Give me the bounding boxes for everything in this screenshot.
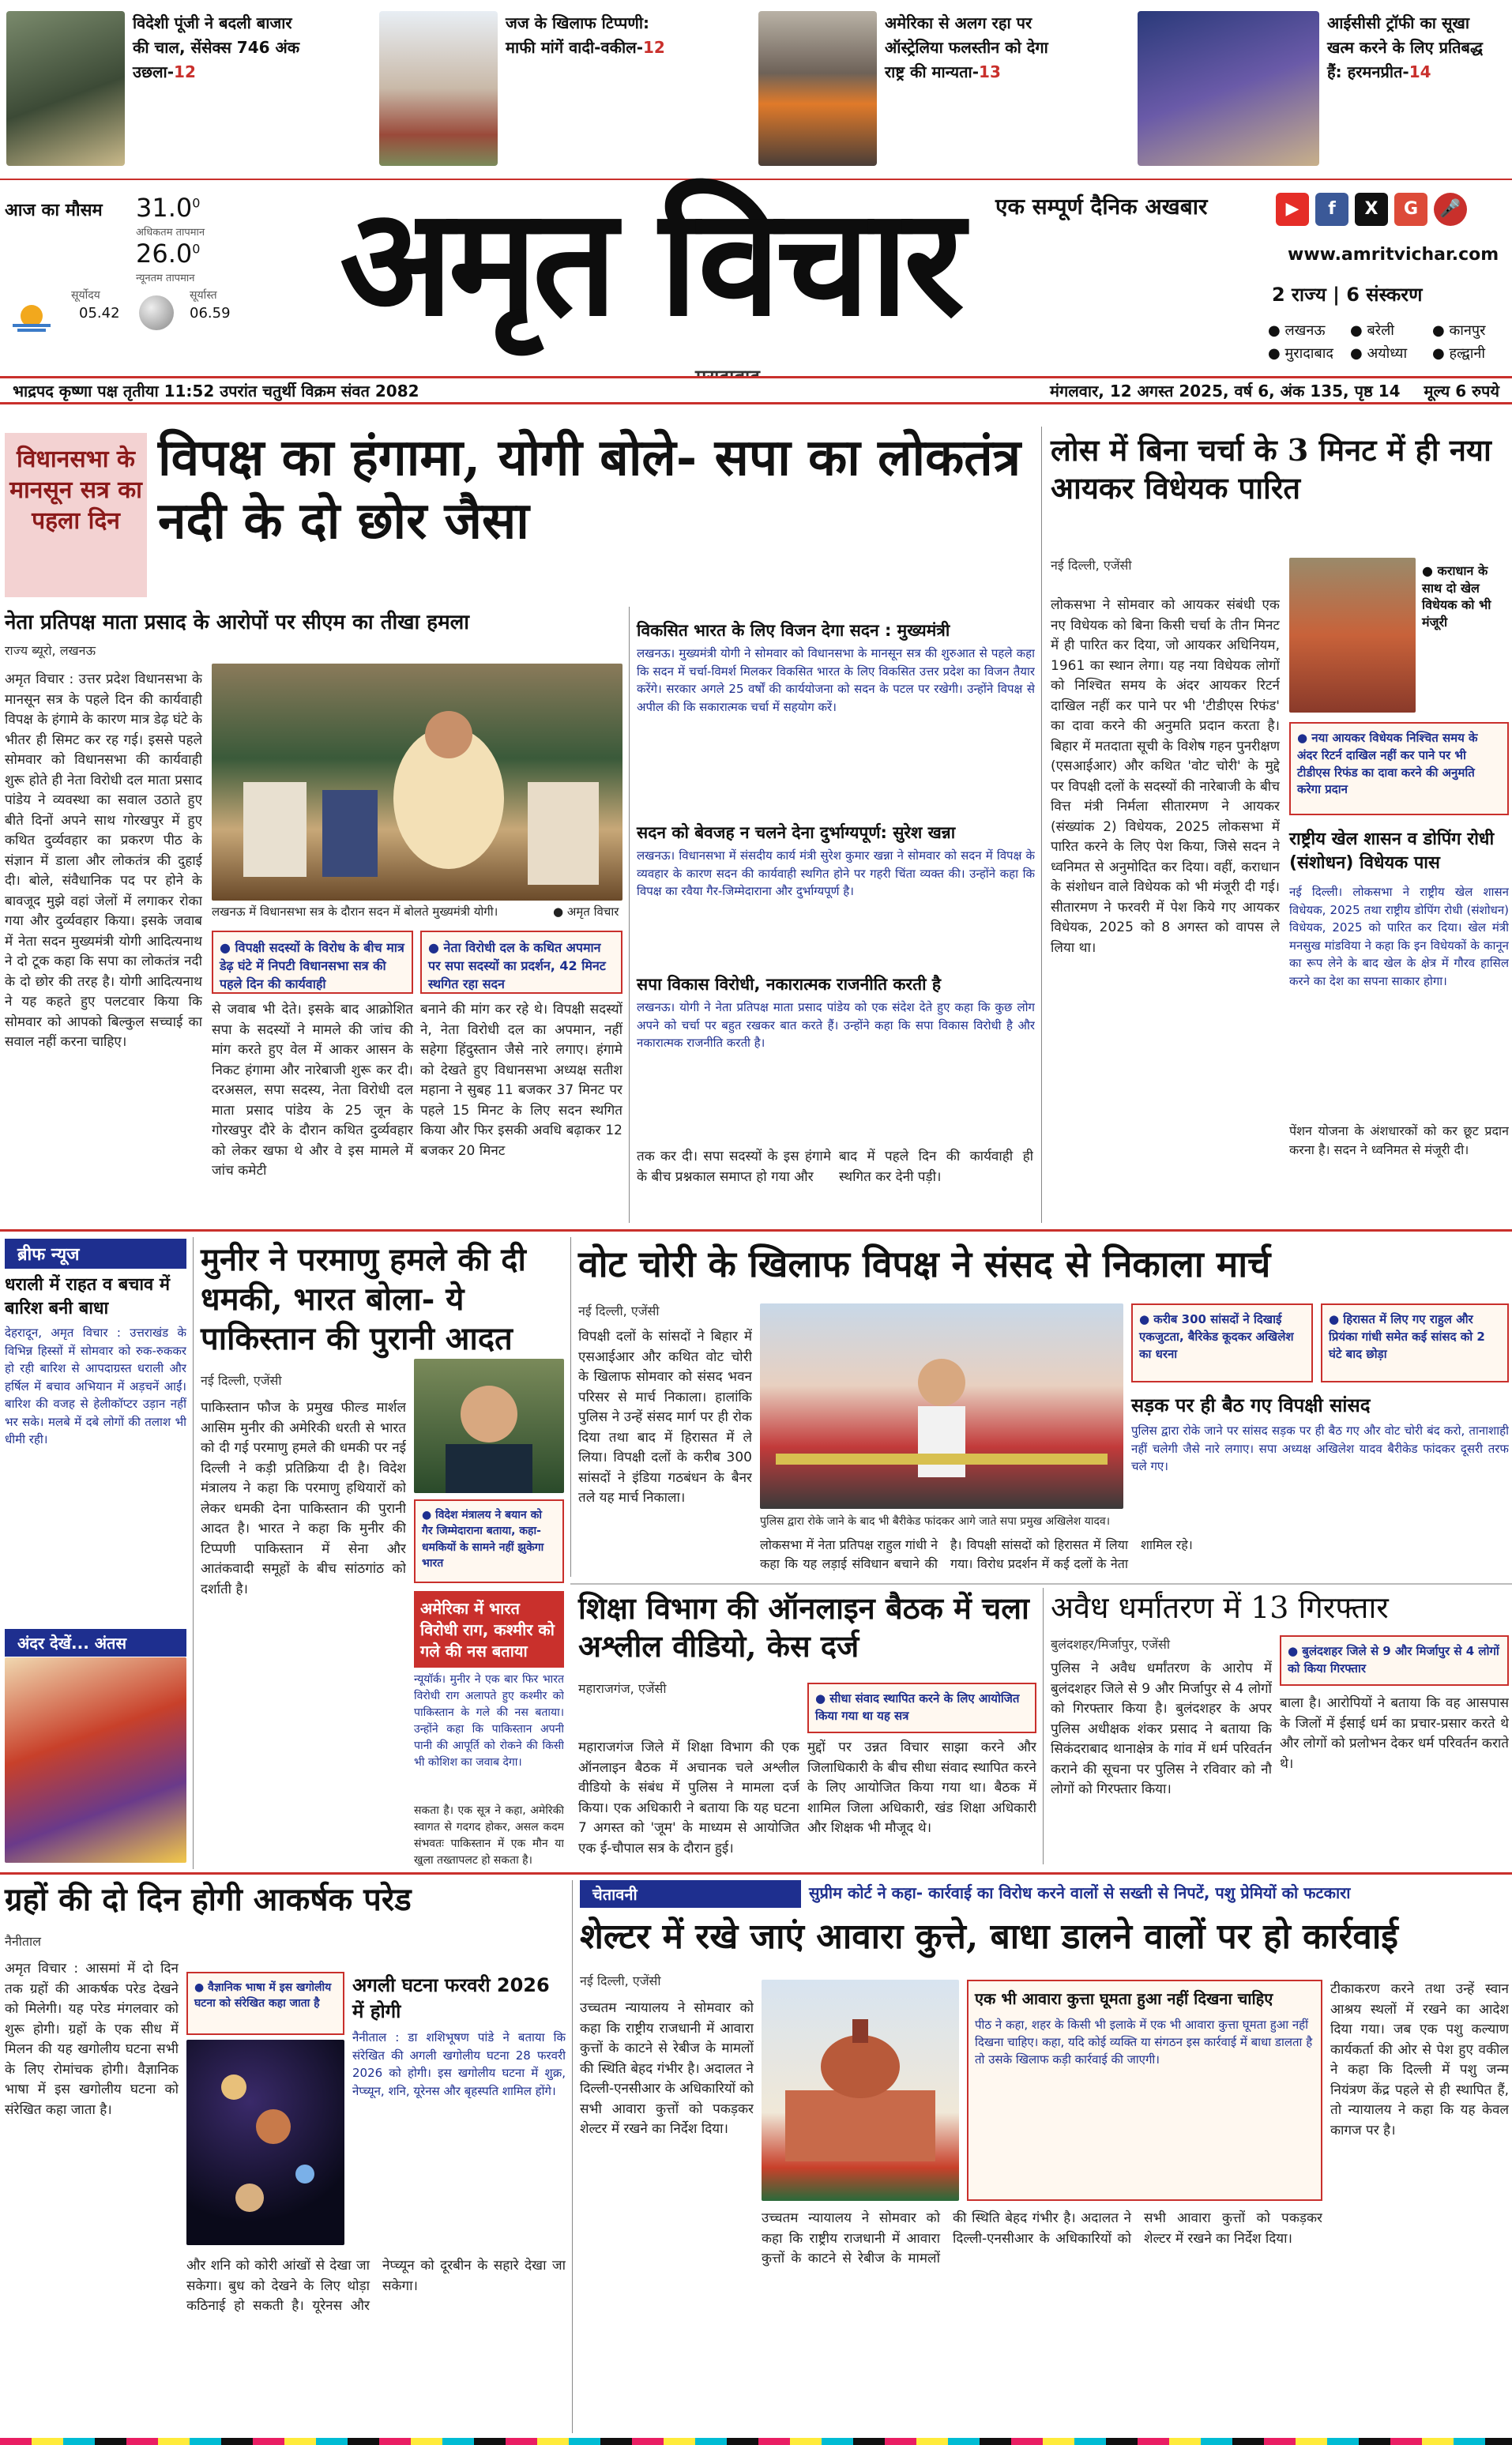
march-body: विपक्षी दलों के सांसदों ने बिहार में एसआईआर और कथित वोट चोरी के खिलाफ सोमवार को संसद भवन परिसर से मार्च निकाला। हालांकि पुलिस ने उन्हें संसद मार्ग पर ही रोक दिया तथा बाद में हिरासत में ले लिया। विपक्षी दलों के करीब 300 सांसदों ने इंडिया गठबंधन के बैनर तले यह मार्च निकाला। <box>578 1329 752 1506</box>
taxbill-photo-caption: ● कराधान के साथ दो खेल विधेयक को भी मंजूरी <box>1422 563 1491 630</box>
vision-tail-1: तक कर दी। सपा सदस्यों के इस हंगामे के बीच प्रश्नकाल समाप्त हो गया और <box>637 1149 831 1185</box>
sunrise-time: 05.42 <box>79 305 120 322</box>
teaser-3-page: 13 <box>979 62 1001 81</box>
dogs-body-2: टीकाकरण करने तथा उन्हें स्वान आश्रय स्थलों में रखने का आदेश दिया गया। जब एक पशु कल्याण कार्यकर्ता की ओर से पेश हुए वकील ने कहा कि दिल्ली में पशु जन्म नियंत्रण केंद्र पहले से ही स्थापित हैं, तो न्यायालय ने कहा कि यह केवल कागज पर है। <box>1330 1981 1509 2138</box>
color-registration-strip <box>0 2438 1512 2445</box>
teaser-4[interactable]: आईसीसी ट्रॉफी का सूखा खत्म करने के लिए प्रतिबद्ध हैं: हरमनप्रीत-14 <box>1138 11 1501 169</box>
planets-byline: नैनीताल <box>5 1934 42 1949</box>
teaser-4-photo <box>1138 11 1319 166</box>
lead-kicker: विधानसभा के मानसून सत्र का पहला दिन <box>5 433 147 597</box>
taxbill-byline: नई दिल्ली, एजेंसी <box>1051 558 1132 573</box>
lead-headline[interactable]: विपक्ष का हंगामा, योगी बोले- सपा का लोकतंत्र नदी के दो छोर जैसा <box>158 428 1021 551</box>
lead-byline: राज्य ब्यूरो, लखनऊ <box>5 643 96 658</box>
city-moradabad: मुरादाबाद <box>1284 344 1333 362</box>
taxbill-body-2: पेंशन योजना के अंशधारकों को कर छूट प्रदान करना है। सदन ने ध्वनिमत से मंजूरी दी। <box>1289 1123 1509 1157</box>
conversion-highlight: ● बुलंदशहर जिले से 9 और मिर्जापुर से 4 लोगों को किया गिरफ्तार <box>1280 1635 1509 1686</box>
sunset-label: सूर्यास्त <box>190 289 217 302</box>
teaser-2-page: 12 <box>643 38 665 57</box>
teaser-1-page: 12 <box>174 62 196 81</box>
sp-headline[interactable]: सपा विकास विरोधी, नकारात्मक राजनीति करती है <box>637 975 942 994</box>
dogs-tag: चेतावनी <box>580 1880 801 1908</box>
sp-body: लखनऊ। योगी ने नेता प्रतिपक्ष माता प्रसाद पांडेय को एक संदेश देते हुए कहा कि कुछ लोग अपने को चर्चा पर बहुत रखकर बात करते हैं। उन्होंने कहा कि सपा विकास विरोधी है और नकारात्मक राजनीति करती है। <box>637 1000 1035 1050</box>
teaser-4-text: आईसीसी ट्रॉफी का सूखा खत्म करने के लिए प्रतिबद्ध हैं: हरमनप्रीत <box>1327 13 1483 81</box>
min-temp-label: न्यूनतम तापमान <box>136 273 195 284</box>
dateline-bar <box>0 376 1512 404</box>
min-temp: 26.0 <box>136 239 193 269</box>
edu-body: महाराजगंज जिले में शिक्षा विभाग की एक ऑनलाइन बैठक में अचानक चले अश्लील वीडियो के संबंध में पुलिस ने मामला दर्ज किया। एक अधिकारी ने बताया कि यह घटना 7 अगस्त को 'जूम' के माध्यम से आयोजित एक ई-चौपाल सत्र के दौरान हुई। <box>578 1740 799 1856</box>
section-divider-1 <box>0 1229 1512 1232</box>
planets-body-2: और शनि को कोरी आंखों से देखा जा सकेगा। बुध को देखने के लिए थोड़ा कठिनाई हो सकती है। यूरेनस और नेप्च्यून को दूरबीन के सहारे देखा जा सकेगा। <box>186 2258 566 2314</box>
teaser-1[interactable]: विदेशी पूंजी ने बदली बाजार की चाल, सेंसेक्स 746 अंक उछला-12 <box>6 11 307 169</box>
conversion-headline[interactable]: अवैध धर्मांतरण में 13 गिरफ्तार <box>1051 1590 1389 1625</box>
column-rule <box>629 607 630 1223</box>
teaser-2[interactable]: जज के खिलाफ टिप्पणी: माफी मांगें वादी-वकील-12 <box>379 11 679 169</box>
edu-highlight: ● सीधा संवाद स्थापित करने के लिए आयोजित किया गया था यह सत्र <box>807 1683 1036 1733</box>
munir-body-2: सकता है। एक सूत्र ने कहा, अमेरिकी स्वागत से गदगद होकर, असल कदम संभवतः पाकिस्तान में एक मौन या खुला तख्तापलट हो सकता है। <box>414 1804 564 1866</box>
city-lucknow: लखनऊ <box>1284 322 1326 339</box>
supreme-court-photo <box>762 1980 959 2201</box>
planets-photo <box>186 2040 344 2245</box>
dogs-strap: सुप्रीम कोर्ट ने कहा- कार्रवाई का विरोध करने वालों से सख्ती से निपटें, पशु प्रेमियों को फटकारा <box>809 1883 1351 1902</box>
munir-photo <box>414 1359 564 1493</box>
weather-title: आज का मौसम <box>5 201 103 220</box>
taxbill-photo <box>1289 558 1416 713</box>
edu-headline[interactable]: शिक्षा विभाग की ऑनलाइन बैठक में चला अश्लील वीडियो, केस दर्ज <box>578 1590 1029 1664</box>
masthead-tagline: एक सम्पूर्ण दैनिक अखबार <box>995 194 1208 220</box>
sports-bill-body: नई दिल्ली। लोकसभा ने राष्ट्रीय खेल शासन विधेयक, 2025 तथा राष्ट्रीय डोपिंग रोधी (संशोधन) विधेयक, 2025 को पारित कर दिया। खेल मंत्री मनसुख मांडविया ने कहा कि इन विधेयकों के कानून का रूप लेने के बाद खेल के क्षेत्र में गौरव हासिल करने का देश का सपना साकार होगा। <box>1289 885 1509 988</box>
brief-body: देहरादून, अमृत विचार : उत्तराखंड के विभिन्न हिस्सों में सोमवार को रुक-रुककर हो रही बारिश से आपदाग्रस्त धराली और हर्षिल में बचाव अभियान में अड़चनें आईं। बारिश की वजह से हेलीकॉप्टर उड़ान नहीं भर सके। मलबे में दबे लोगों की तलाश भी धीमी रही। <box>5 1326 186 1446</box>
taxbill-headline[interactable]: लोस में बिना चर्चा के 3 मिनट में ही नया आयकर विधेयक पारित <box>1051 432 1491 506</box>
lead-body: अमृत विचार : उत्तर प्रदेश विधानसभा के मानसून सत्र के पहले दिन की कार्यवाही विपक्ष के हंगामे के कारण मात्र डेढ़ घंटे के भीतर ही सिमट कर रह गई। इससे पहले सोमवार को विधानसभा की कार्यवाही शुरू होते ही नेता विरोधी दल माता प्रसाद पांडेय ने व्यवस्था का सवाल उठाते हुए बीते दिनों अपने साथ गोरखपुर में हुए कथित दुर्व्यवहार का प्रकरण पीठ के संज्ञान में डाला और लोकतंत्र की दुहाई दी। बोले, संवैधानिक पद पर होने के बावजूद मुझे वहां जेलों में लगाकर रोका गया और दुर्व्यवहार किया। इसके जवाब में नेता सदन मुख्यमंत्री योगी आदित्यनाथ ने दो टूक कहा कि सपा का लोकतंत्र नदी के दो छोर की तरह है। योगी आदित्यनाथ ने यह कहते हुए पलटवार किया कि सोमवार को आपको बिल्कुल सच्चाई का सवाल नहीं करना चाहिए। <box>5 671 202 1050</box>
vision-tail-2: बाद में पहले दिन की कार्यवाही ही स्थगित कर देनी पड़ी। <box>839 1149 1033 1185</box>
munir-headline[interactable]: मुनीर ने परमाणु हमले की दी धमकी, भारत बोला- ये पाकिस्तान की पुरानी आदत <box>201 1241 526 1357</box>
moon-icon <box>139 295 174 330</box>
city-bareilly: बरेली <box>1367 322 1394 339</box>
edu-body-2: मुद्दों पर उन्नत विचार साझा करने और जिलाधिकारी के बीच सीधा संवाद स्थापित करने के लिए आयोजित किया गया था। बैठक में शामिल जिला अधिकारी, खंड शिक्षा अधिकारी और शिक्षक भी मौजूद थे। <box>807 1740 1036 1836</box>
lead-photo-caption: लखनऊ में विधानसभा सत्र के दौरान सदन में बोलते मुख्यमंत्री योगी। <box>212 905 498 919</box>
dogs-highlight-box <box>967 1980 1322 2201</box>
inside-tag[interactable]: अंदर देखें... अंतस <box>5 1629 186 1657</box>
dogs-body-3: उच्चतम न्यायालय ने सोमवार को कहा कि राष्ट्रीय राजधानी में आवारा कुत्तों के काटने से रेबीज के मामलों की स्थिति बेहद गंभीर है। अदालत ने दिल्ली-एनसीआर के अधिकारियों को सभी आवारा कुत्तों को पकड़कर शेल्टर में रखने का निर्देश दिया। <box>762 2210 1322 2266</box>
teaser-2-photo <box>379 11 498 166</box>
column-rule-5 <box>1043 1588 1044 1864</box>
sports-bill-headline[interactable]: राष्ट्रीय खेल शासन व डोपिंग रोधी (संशोधन) विधेयक पास <box>1289 829 1495 873</box>
vision-body: लखनऊ। मुख्यमंत्री योगी ने सोमवार को विधानसभा के मानसून सत्र की शुरुआत से पहले कहा कि सदन में चर्चा-विमर्श मिलकर विकसित भारत के लिए विकसित उत्तर प्रदेश का विजन तैयार करेंगे। सरकार अगले 25 वर्षों की कार्ययोजना को सदन के पटल पर रखेगी। उन्होंने विपक्ष से अपील की कि सकारात्मक चर्चा में सहयोग करें। <box>637 646 1035 714</box>
city-haldwani: हल्द्वानी <box>1449 344 1486 362</box>
facebook-icon[interactable]: f <box>1315 193 1348 226</box>
edition-cities: ● लखनऊ ● बरेली ● कानपुर ● मुरादाबाद ● अयोध्या ● हल्द्वानी <box>1268 322 1486 362</box>
masthead-logo[interactable]: अमृत विचार <box>340 175 960 349</box>
lead-photo <box>212 664 622 901</box>
teaser-strip <box>0 0 1512 180</box>
lead-body-2: से जवाब भी देते। इसके बाद आक्रोशित सपा के सदस्यों ने मामले की जांच की मांग करते हुए वेल में आकर आसन के निकट हंगामा और नारेबाजी शुरू कर दी। दरअसल, सपा सदस्य, नेता विरोधी दल माता प्रसाद पांडेय के 25 जून के गोरखपुर दौरे के दौरान कथित दुर्व्यवहार को लेकर खफा थे और वे इस मामले में जांच कमेटी <box>212 1002 413 1179</box>
munir-body: पाकिस्तान फौज के प्रमुख फील्ड मार्शल आसिम मुनीर की अमेरिकी धरती से भारत को दी गई परमाणु हमले की धमकी पर नई दिल्ली ने कड़ी प्रतिक्रिया दी है। विदेश मंत्रालय ने कहा कि परमाणु हथियारों को लेकर धमकी देना पाकिस्तान की पुरानी आदत है। भारत ने कहा कि मुनीर की टिप्पणी पाकिस्तान में सेना और आतंकवादी समूहों के बीच सांठगांठ को दर्शाती है। <box>201 1400 406 1597</box>
march-photo-caption: पुलिस द्वारा रोके जाने के बाद भी बैरीकेड फांदकर आगे जाते सपा प्रमुख अखिलेश यादव। <box>760 1515 1111 1528</box>
conversion-body: पुलिस ने अवैध धर्मांतरण के आरोप में बुलंदशहर जिले से 9 और मिर्जापुर से 4 लोगों को गिरफ्तार किया है। बुलंदशहर के अपर पुलिस अधीक्षक शंकर प्रसाद ने बताया कि सिकंदराबाद थानाक्षेत्र के गांव में धर्म परिवर्तन कराने की सूचना पर पुलिस ने रविवार को नौ लोगों को गिरफ्तार किया। <box>1051 1661 1272 1797</box>
teaser-1-photo <box>6 11 125 166</box>
munir-byline: नई दिल्ली, एजेंसी <box>201 1373 282 1388</box>
lead-highlight-1: ● विपक्षी सदस्यों के विरोध के बीच मात्र डेढ़ घंटे में निपटी विधानसभा सत्र की पहले दिन की कार्यवाही <box>212 931 413 994</box>
city-kanpur: कानपुर <box>1449 322 1486 339</box>
column-rule-2 <box>1041 427 1042 1223</box>
lead-highlight-2: ● नेता विरोधी दल के कथित अपमान पर सपा सदस्यों का प्रदर्शन, 42 मिनट स्थगित रहा सदन <box>420 931 622 994</box>
munir-highlight: ● विदेश मंत्रालय ने बयान को गैर जिम्मेदाराना बताया, कहा- धमकियों के सामने नहीं झुकेगा भारत <box>414 1499 564 1583</box>
dogs-box-title: एक भी आवारा कुत्ता घूमता हुआ नहीं दिखना चाहिए <box>975 1989 1273 2008</box>
column-rule-6 <box>572 1880 573 2433</box>
teaser-2-text: जज के खिलाफ टिप्पणी: माफी मांगें वादी-वकील <box>506 13 650 57</box>
march-byline: नई दिल्ली, एजेंसी <box>578 1303 660 1318</box>
issue-date: मंगलवार, 12 अगस्त 2025, वर्ष 6, अंक 135, पृष्ठ 14 <box>1050 381 1401 401</box>
teaser-1-text: विदेशी पूंजी ने बदली बाजार की चाल, सेंसेक्स 746 अंक उछला <box>133 13 300 81</box>
munir-usa-body: न्यूयॉर्क। मुनीर ने एक बार फिर भारत विरोधी राग अलापते हुए कश्मीर को पाकिस्तान के गले की नस बताया। उन्होंने कहा कि पाकिस्तान अपनी पानी की आपूर्ति को रोकने की किसी भी कोशिश का जवाब देगा। <box>414 1673 564 1769</box>
x-icon[interactable]: X <box>1355 193 1388 226</box>
sunrise-label: सूर्योदय <box>71 289 100 302</box>
edu-byline: महाराजगंज, एजेंसी <box>578 1681 667 1696</box>
planets-next-body: नैनीताल : डा शशिभूषण पांडे ने बताया कि संरेखित की अगली खगोलीय घटना 28 फरवरी 2026 को होगी। इस खगोलीय घटना में शुक्र, नेप्च्यून, शनि, यूरेनस और बृहस्पति शामिल होंगे। <box>352 2030 566 2098</box>
teaser-3-text: अमेरिका से अलग रहा पर ऑस्ट्रेलिया फलस्तीन को देगा राष्ट्र की मान्यता <box>885 13 1048 81</box>
inside-cover-image[interactable] <box>5 1657 186 1863</box>
column-rule-4 <box>570 1237 571 1577</box>
march-headline[interactable]: वोट चोरी के खिलाफ विपक्ष ने संसद से निकाला मार्च <box>578 1243 1271 1285</box>
teaser-3-photo <box>758 11 877 166</box>
planets-highlight: ● वैज्ञानिक भाषा में इस खगोलीय घटना को संरेखित कहा जाता है <box>186 1972 344 2035</box>
lead-subhead: नेता प्रतिपक्ष माता प्रसाद के आरोपों पर सीएम का तीखा हमला <box>5 611 470 634</box>
dogs-headline[interactable]: शेल्टर में रखे जाएं आवारा कुत्ते, बाधा डालने वालों पर हो कार्रवाई <box>580 1917 1398 1957</box>
march-highlight-1: ● करीब 300 सांसदों ने दिखाई एकजुटता, बैरिकेड कूदकर अखिलेश का धरना <box>1131 1303 1313 1382</box>
taxbill-body: लोकसभा ने सोमवार को आयकर संबंधी एक नए विधेयक को बिना किसी चर्चा के तीन मिनट में ही पारित कर दिया, जो आयकर अधिनियम, 1961 का स्थान लेगा। यह नया विधेयक लोगों को निश्चित समय के अंदर आयकर रिटर्न दाखिल नहीं कर पाने पर भी 'टीडीएस रिफंड' का दावा करने की अनुमति प्रदान करता है। बिहार में मतदाता सूची के विशेष गहन पुनरीक्षण (एसआईआर) और कथित 'वोट चोरी' के मुद्दे पर विपक्षी दलों के सदस्यों की नारेबाजी के बीच वित्त मंत्री निर्मला सीतारमण ने आयकर (संख्यांक 2) विधेयक, 2025 लोकसभा में पारित करने के लिए पेश किया, जिसे सदन ने ध्वनिमत से अनुमोदित कर दिया। वहीं, कराधान के संशोधन वाले विधेयक को भी मंजूरी दी गई। सीतारमण ने फरवरी में पेश किये गए आयकर विधेयक, 2025 को 8 अगस्त को वापस ले लिया था। <box>1051 597 1280 956</box>
brief-headline[interactable]: धराली में राहत व बचाव में बारिश बनी बाधा <box>5 1275 171 1318</box>
microphone-icon[interactable]: 🎤 <box>1434 193 1467 226</box>
max-temp-label: अधिकतम तापमान <box>136 227 205 239</box>
dogs-byline: नई दिल्ली, एजेंसी <box>580 1973 661 1988</box>
max-temp: 31.0 <box>136 193 193 223</box>
column-rule-3 <box>193 1237 194 1869</box>
lead-photo-credit: ● अमृत विचार <box>553 905 619 919</box>
google-icon[interactable]: G <box>1394 193 1427 226</box>
dogs-box-body: पीठ ने कहा, शहर के किसी भी इलाके में एक भी आवारा कुत्ता घूमता हुआ नहीं दिखना चाहिए। कहा, यदि कोई व्यक्ति या संगठन इस कार्रवाई में बाधा डालता है तो उसके खिलाफ कड़ी कार्रवाई की जाएगी। <box>975 2018 1313 2067</box>
editions-count: 2 राज्य | 6 संस्करण <box>1272 284 1423 306</box>
dogs-body: उच्चतम न्यायालय ने सोमवार को कहा कि राष्ट्रीय राजधानी में आवारा कुत्तों के काटने से रेबीज के मामलों की स्थिति बेहद गंभीर है। अदालत ने दिल्ली-एनसीआर के अधिकारियों को सभी आवारा कुत्तों को पकड़कर शेल्टर में रखने का निर्देश दिया। <box>580 2000 754 2137</box>
price: मूल्य 6 रुपये <box>1424 381 1499 401</box>
sunrise-icon <box>8 292 55 332</box>
social-links <box>1276 193 1467 226</box>
website-url[interactable]: www.amritvichar.com <box>1288 245 1499 265</box>
panchang-text: भाद्रपद कृष्णा पक्ष तृतीया 11:52 उपरांत चतुर्थी विक्रम संवत 2082 <box>13 381 419 401</box>
conversion-byline: बुलंदशहर/मिर्जापुर, एजेंसी <box>1051 1637 1171 1652</box>
teaser-4-page: 14 <box>1409 62 1431 81</box>
teaser-3[interactable]: अमेरिका से अलग रहा पर ऑस्ट्रेलिया फलस्तीन को देगा राष्ट्र की मान्यता-13 <box>758 11 1059 169</box>
planets-next-title[interactable]: अगली घटना फरवरी 2026 में होगी <box>352 1974 550 2022</box>
weather-box: आज का मौसम 31.0$^0$ अधिकतम तापमान 26.0$^0$ न्यूनतम तापमान सूर्योदय 05.42 सूर्यास्त 06.59 <box>0 190 300 355</box>
lead-body-3: बनाने की मांग कर रहे थे। विपक्षी सदस्यों ने, नेता विरोधी दल का अपमान, नहीं सहेगा हिंदुस्तान जैसे नारे लगाए। हंगामे को देखते हुए विधानसभा अध्यक्ष सतीश महाना ने सुबह 11 बजकर 37 मिनट पर पहले 15 मिनट के लिए सदन स्थगित किया और फिर इसकी अवधि बढ़ाकर 12 बजकर 20 मिनट <box>420 1002 622 1159</box>
khanna-body: लखनऊ। विधानसभा में संसदीय कार्य मंत्री सुरेश कुमार खन्ना ने सोमवार को सदन में विपक्ष के व्यवहार के कारण सदन की कार्यवाही स्थगित होने पर गहरी चिंता व्यक्त की। उन्होंने कहा कि विपक्ष का रवैया गैर-जिम्मेदाराना और दुर्भाग्यपूर्ण है। <box>637 848 1035 898</box>
taxbill-highlight: ● नया आयकर विधेयक निश्चित समय के अंदर रिटर्न दाखिल नहीं कर पाने पर भी टीडीएस रिफंड का दावा करने की अनुमति करेगा प्रदान <box>1289 722 1509 815</box>
sunset-time: 06.59 <box>190 305 231 322</box>
city-ayodhya: अयोध्या <box>1367 344 1408 362</box>
youtube-icon[interactable]: ▶ <box>1276 193 1309 226</box>
khanna-headline[interactable]: सदन को बेवजह न चलने देना दुर्भाग्यपूर्ण: सुरेश खन्ना <box>637 823 956 842</box>
section-divider-2 <box>0 1872 1512 1875</box>
planets-headline[interactable]: ग्रहों की दो दिन होगी आकर्षक परेड <box>5 1881 412 1918</box>
conversion-body-2: बाला है। आरोपियों ने बताया कि वह आसपास के जिलों में ईसाई धर्म का प्रचार-प्रसार करते थे और लोगों को प्रलोभन देकर धर्म परिवर्तन कराते थे। <box>1280 1695 1509 1772</box>
march-subheadline[interactable]: सड़क पर ही बैठ गए विपक्षी सांसद <box>1131 1394 1371 1416</box>
march-sub-body: पुलिस द्वारा रोके जाने पर सांसद सड़क पर ही बैठ गए और वोट चोरी बंद करो, तानाशाही नहीं चलेगी जैसे नारे लगाए। सपा अध्यक्ष अखिलेश यादव बैरीकेड फांदकर दूसरी तरफ चले गए। <box>1131 1424 1509 1473</box>
planets-body: अमृत विचार : आसमां में दो दिन तक ग्रहों की आकर्षक परेड देखने को मिलेगी। यह परेड मंगलवार को शुरू होगी। ग्रहों के एक सीध में मिलन की यह खगोलीय घटना सभी के लिए रोमांचक होगी। वैज्ञानिक भाषा में इस खगोलीय घटना को संरेखित कहा जाता है। <box>5 1961 179 2118</box>
march-body-2: लोकसभा में नेता प्रतिपक्ष राहुल गांधी ने कहा कि यह लड़ाई संविधान बचाने की है। विपक्षी सांसदों को हिरासत में लिया गया। विरोध प्रदर्शन में कई दलों के नेता शामिल रहे। <box>760 1537 1193 1571</box>
march-highlight-2: ● हिरासत में लिए गए राहुल और प्रियंका गांधी समेत कई सांसद को 2 घंटे बाद छोड़ा <box>1321 1303 1509 1382</box>
brief-tag: ब्रीफ न्यूज <box>5 1239 186 1269</box>
rule-march-bottom <box>570 1583 1512 1585</box>
munir-usa-headline[interactable]: अमेरिका में भारत विरोधी राग, कश्मीर को गले की नस बताया <box>414 1591 564 1668</box>
march-photo <box>760 1303 1123 1509</box>
vision-headline[interactable]: विकसित भारत के लिए विजन देगा सदन : मुख्यमंत्री <box>637 621 950 640</box>
